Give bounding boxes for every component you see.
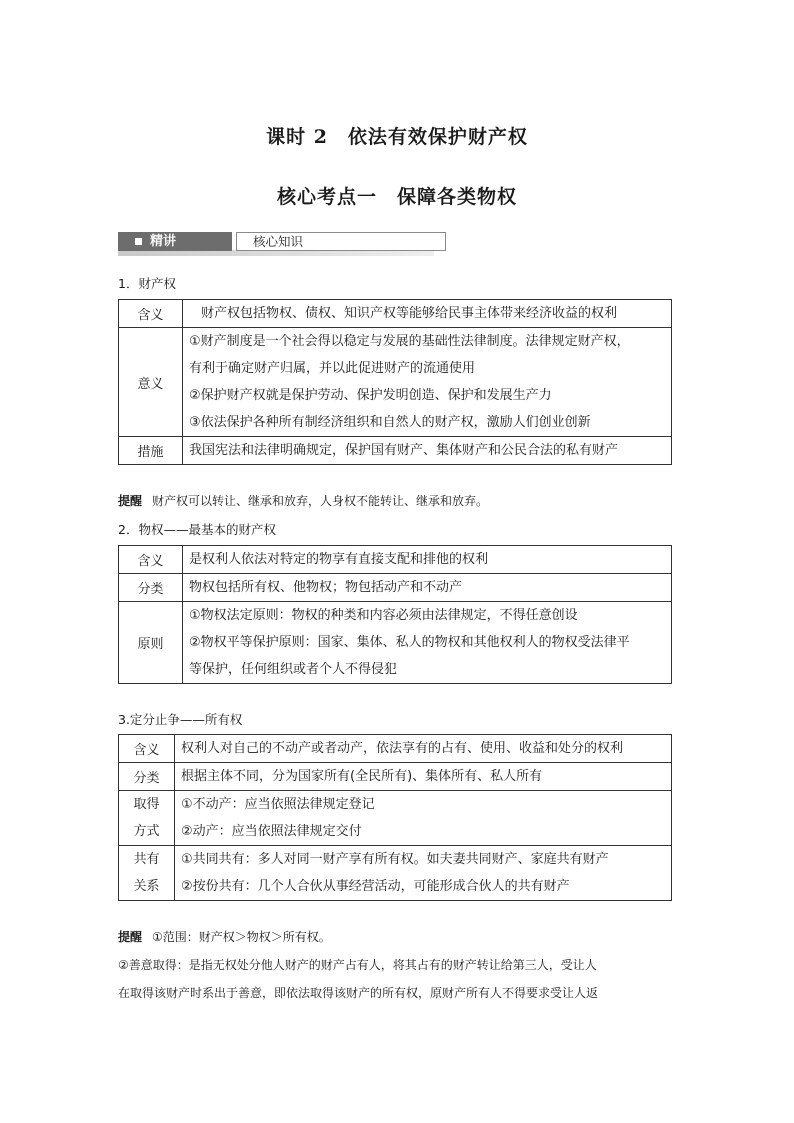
- row-label: 分类: [119, 763, 175, 791]
- tip-2-line2: ②善意取得：是指无权处分他人财产的财产占有人，将其占有的财产转让给第三人，受让人: [118, 958, 597, 972]
- table-row: [119, 602, 672, 684]
- table-row: [119, 763, 672, 791]
- section3-heading: 3.定分止争——所有权: [118, 712, 243, 727]
- section-banner: [118, 232, 434, 256]
- lesson-title: 课时 2 依法有效保护财产权: [266, 126, 528, 148]
- table-row: [119, 574, 672, 602]
- row-content: ①财产制度是一个社会得以稳定与发展的基础性法律制度。法律规定财产权， 有利于确定财产归属，并以此促进财产的流通使用 ②保护财产权就是保护劳动、保护发明创造、保护和发展生产力 ③依法保护各种所有制经济组织和自然人的财产权，激励人们创业创新: [183, 328, 672, 437]
- row-label: 含义: [119, 735, 175, 763]
- table-row: [119, 846, 672, 901]
- tip-text: 财产权可以转让、继承和放弃，人身权不能转让、继承和放弃。: [152, 494, 489, 508]
- row-label: 原则: [119, 602, 183, 684]
- section2-heading: 2．物权——最基本的财产权: [118, 522, 276, 537]
- tip-label: 提醒: [118, 494, 143, 508]
- row-content: 是权利人依法对特定的物享有直接支配和排他的权利: [183, 546, 672, 574]
- tip-2: [118, 928, 331, 945]
- banner-tag: [118, 232, 232, 251]
- table-row: [119, 300, 672, 328]
- row-content: 根据主体不同，分为国家所有(全民所有)、集体所有、私人所有: [175, 763, 672, 791]
- row-content: 财产权包括物权、债权、知识产权等能够给民事主体带来经济收益的权利: [183, 300, 672, 328]
- table-row: [119, 328, 672, 437]
- square-bullet-icon: [135, 238, 142, 245]
- row-content: 权利人对自己的不动产或者动产，依法享有的占有、使用、收益和处分的权利: [175, 735, 672, 763]
- row-label: 取得 方式: [119, 791, 175, 846]
- ownership-table: [118, 734, 672, 901]
- real-rights-table: [118, 545, 672, 684]
- tip-1: [118, 492, 488, 509]
- property-rights-table: [118, 299, 672, 465]
- table-row: [119, 791, 672, 846]
- section1-heading: 1．财产权: [118, 276, 176, 291]
- row-label: 措施: [119, 437, 183, 465]
- table-row: [119, 437, 672, 465]
- row-content: 我国宪法和法律明确规定，保护国有财产、集体财产和公民合法的私有财产: [183, 437, 672, 465]
- row-label: 含义: [119, 300, 183, 328]
- table-row: [119, 735, 672, 763]
- banner-tag-label: 精讲: [150, 234, 177, 249]
- row-content: ①物权法定原则：物权的种类和内容必须由法律规定，不得任意创设 ②物权平等保护原则：国家、集体、私人的物权和其他权利人的物权受法律平 等保护，任何组织或者个人不得侵犯: [183, 602, 672, 684]
- tip-2-line3: 在取得该财产时系出于善意，即依法取得该财产的所有权，原财产所有人不得要求受让人返: [118, 986, 599, 1000]
- row-label: 共有 关系: [119, 846, 175, 901]
- tip-text: ①范围：财产权＞物权＞所有权。: [152, 930, 331, 944]
- row-label: 分类: [119, 574, 183, 602]
- banner-label: 核心知识: [236, 232, 446, 251]
- table-row: [119, 546, 672, 574]
- row-label: 含义: [119, 546, 183, 574]
- row-content: ①不动产：应当依照法律规定登记 ②动产：应当依照法律规定交付: [175, 791, 672, 846]
- tip-label: 提醒: [118, 930, 143, 944]
- row-content: 物权包括所有权、他物权；物包括动产和不动产: [183, 574, 672, 602]
- row-content: ①共同共有：多人对同一财产享有所有权。如夫妻共同财产、家庭共有财产 ②按份共有：几个人合伙从事经营活动，可能形成合伙人的共有财产: [175, 846, 672, 901]
- row-label: 意义: [119, 328, 183, 437]
- point-title: 核心考点一 保障各类物权: [276, 186, 517, 208]
